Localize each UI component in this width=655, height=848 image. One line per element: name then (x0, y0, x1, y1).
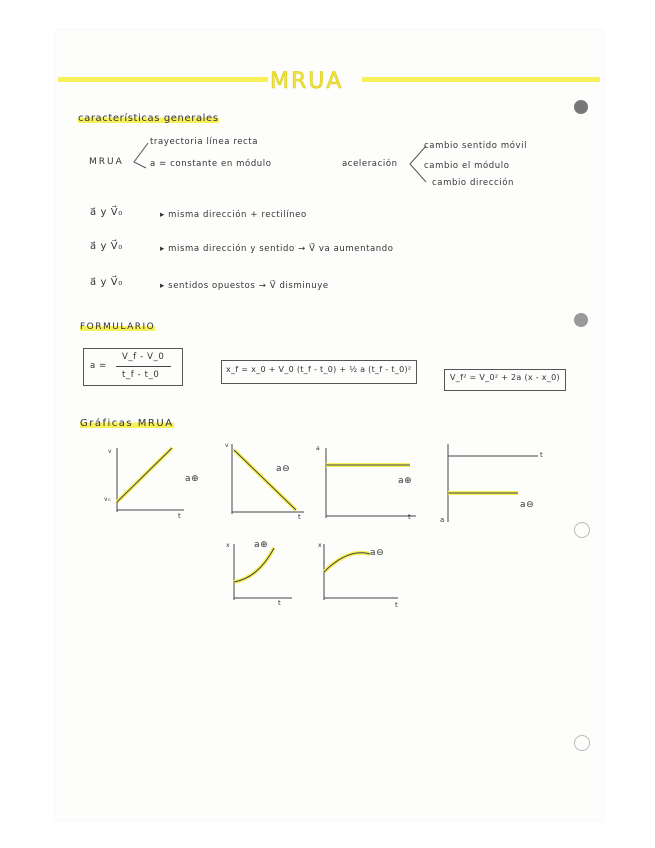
graph-4 (440, 440, 550, 530)
mrua-label: MRUA (89, 157, 124, 167)
title-line-left (58, 77, 268, 82)
formula-2: x_f = x_0 + V_0 (t_f - t_0) + ½ a (t_f - t_0)² (226, 365, 412, 374)
graph-4-tag: a⊖ (520, 500, 535, 510)
graph-5-tag: a⊕ (254, 540, 269, 550)
formula-1-numerator: V_f - V_0 (122, 352, 165, 362)
graph-3-x-label: t (408, 513, 412, 521)
graph-1-v0-label: v₀ (104, 496, 112, 503)
formula-3: V_f² = V_0² + 2a (x - x_0) (450, 373, 560, 382)
graph-1-y-label: v (108, 448, 113, 455)
graph-1-tag: a⊕ (185, 474, 200, 484)
aceleracion-item-3: cambio dirección (432, 178, 515, 188)
graph-5-x-label: t (278, 599, 282, 607)
graph-1-x-label: t (178, 512, 182, 520)
graph-2-y-label: v (225, 442, 230, 449)
punch-hole-2 (574, 313, 588, 327)
graph-4-x-label: t (540, 451, 544, 459)
aceleracion-item-1: cambio sentido móvil (424, 141, 528, 151)
graph-2-tag: a⊖ (276, 464, 291, 474)
graph-6-x-label: t (395, 601, 399, 609)
graph-3-y-label: a (316, 445, 321, 452)
graph-3-tag: a⊕ (398, 476, 413, 486)
graph-6-tag: a⊖ (370, 548, 385, 558)
page-title: MRUA (270, 69, 344, 94)
graph-5-y-label: x (226, 542, 231, 549)
rule-2-vectors: a⃗ y V⃗₀ (90, 241, 123, 252)
formula-1-denominator: t_f - t_0 (122, 370, 160, 380)
mrua-item-1: trayectoria línea recta (150, 137, 259, 147)
rule-3-vectors: a⃗ y V⃗₀ (90, 277, 123, 288)
graph-4-y-label: a (440, 516, 445, 524)
punch-hole-1 (574, 100, 588, 114)
rule-1-text: ▸ misma dirección + rectilíneo (160, 210, 307, 220)
rule-2-text: ▸ misma dirección y sentido → V⃗ va aumentando (160, 244, 394, 254)
graph-2 (222, 440, 322, 530)
formula-1-left: a = (90, 361, 107, 371)
section-heading-caracteristicas: características generales (78, 113, 219, 124)
graph-2-x-label: t (298, 513, 302, 521)
aceleracion-item-2: cambio el módulo (424, 161, 510, 171)
graph-5-curve (234, 548, 274, 582)
aceleracion-label: aceleración (342, 159, 398, 169)
mrua-item-2: a = constante en módulo (150, 159, 272, 169)
punch-hole-3 (574, 522, 590, 538)
title-line-right (362, 77, 600, 82)
graph-6-y-label: x (318, 542, 323, 549)
rule-1-vectors: a⃗ y V⃗₀ (90, 207, 123, 218)
rule-3-text: ▸ sentidos opuestos → V⃗ disminuye (160, 281, 329, 291)
section-heading-formulario: FORMULARIO (80, 322, 156, 332)
section-heading-graficas: Gráficas MRUA (80, 418, 174, 429)
formula-1-fraction-bar (116, 366, 171, 367)
punch-hole-4 (574, 735, 590, 751)
graph-1 (102, 440, 212, 530)
